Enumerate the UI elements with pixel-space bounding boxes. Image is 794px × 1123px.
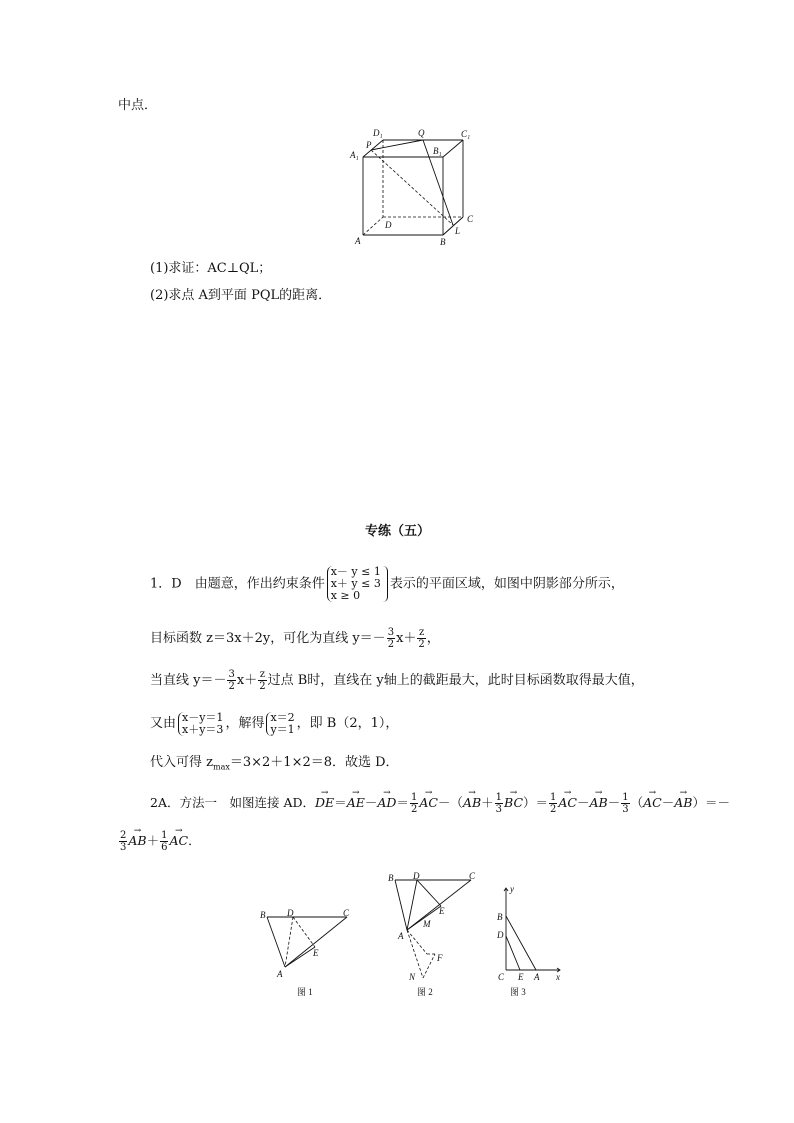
cube-label-A: A (355, 236, 361, 246)
fraction (160, 830, 168, 853)
equation-2: x＋y＝3 (182, 722, 224, 736)
fig3-label-B: B (497, 912, 503, 922)
vector-BC: → BC (504, 790, 523, 816)
fig1-label-B: B (260, 910, 266, 920)
frac-den: 2 (259, 681, 266, 692)
vector-DE: → DE (315, 790, 334, 816)
fig2-label-A: A (398, 931, 404, 941)
fig3-caption: 图 3 (510, 987, 526, 997)
cube-label-C: C (467, 214, 474, 224)
vector-AD: → AD (377, 790, 396, 816)
fig2-label-E: E (439, 906, 445, 916)
constraint-brace-right (383, 566, 388, 602)
frac-num: 1 (410, 792, 418, 803)
fig3-label-E: E (518, 972, 524, 982)
fig1-label-E: E (313, 948, 319, 958)
cube-label-B: B (440, 237, 446, 247)
vector-AB: → AB (674, 790, 692, 816)
vector-AB: → AB (590, 790, 608, 816)
cube-label-Q: Q (418, 128, 425, 138)
frac-num: 1 (550, 792, 557, 803)
cube-figure (345, 122, 480, 248)
section-title: 专练（五） (365, 524, 431, 539)
fig1-label-D: D (287, 908, 294, 918)
fraction (387, 627, 395, 650)
p5-text-a: 代入可得 z (150, 755, 213, 770)
p3-text-b: x＋ (236, 673, 258, 688)
p3-line (150, 668, 644, 694)
frac-den: 3 (495, 804, 503, 815)
fraction (258, 669, 266, 692)
p1-tail: 表示的平面区域，如图中阴影部分所示， (389, 576, 624, 592)
constraint-2: x＋ y ≤ 3 (330, 577, 381, 590)
p3-text-c: 过点 B时，直线在 y轴上的截距最大，此时目标函数取得最大值， (267, 673, 644, 688)
cube-label-C1: C₁ (461, 129, 471, 139)
frac-den: 6 (161, 842, 168, 853)
p1-line (150, 566, 624, 602)
frac-num: z (259, 669, 266, 680)
frac-num: 3 (228, 669, 235, 680)
p4-text-b: ，解得 (225, 716, 265, 731)
p6-line2: $\frac{2}{3}$ → AB＋ $\frac{1}{6}$ → AC． (118, 828, 201, 854)
equation-1: x－y＝1 (182, 710, 224, 724)
fraction (119, 830, 127, 853)
fig3-label-C: C (498, 972, 505, 982)
frac-den: 2 (550, 804, 557, 815)
p2-text-b: x＋ (396, 631, 417, 646)
cube-label-L: L (455, 226, 461, 236)
fig3-label-y: y (510, 884, 514, 894)
fig1-label-A: A (277, 969, 283, 979)
p4-line (150, 710, 398, 738)
figure-1 (255, 905, 360, 1000)
p2-text-c: ， (426, 631, 440, 646)
cube-label-A1: A₁ (350, 150, 359, 160)
frac-den: 2 (418, 639, 425, 650)
fig3-label-A: A (534, 972, 540, 982)
p5-text-b: ＝3×2＋1×2＝8．故选 D． (229, 755, 399, 770)
fig1-caption: 图 1 (297, 987, 313, 997)
vector-AC: → AC (419, 790, 438, 816)
frac-num: 2 (120, 830, 127, 841)
fraction (227, 669, 235, 692)
figure-2 (383, 868, 483, 1000)
fig3-label-D: D (497, 930, 504, 940)
frac-num: z (418, 627, 425, 638)
frac-num: 3 (387, 627, 395, 638)
figure-3 (490, 880, 570, 1000)
fraction (549, 792, 557, 815)
frac-den: 2 (228, 681, 235, 692)
fraction (495, 792, 503, 815)
frac-num: 1 (161, 830, 168, 841)
fig2-label-D: D (413, 871, 420, 881)
p5-line (150, 755, 399, 776)
cube-label-D1: D₁ (373, 128, 383, 138)
fig3-label-x: x (556, 972, 560, 982)
constraint-3: x ≥ 0 (330, 589, 361, 602)
p5-subscript: max (212, 762, 230, 772)
vector-AC: → AC (558, 790, 577, 816)
fig2-label-F: F (437, 953, 443, 963)
vector-AB: → AB (463, 790, 481, 816)
p6-line1: 2A．方法一 如图连接 AD．→ DE＝→ AE－→ AD＝ $\frac{1}{2}$ → AC－（→ AB＋ $\frac{1}{3}$ → BC）＝ $\frac{1}{2}$ → AC－→ AB－ $\frac{1}{3}$ （→ AC－→ AB）＝－ (150, 790, 730, 816)
question-1: (1)求证：AC⊥QL； (150, 261, 272, 276)
cube-label-D: D (385, 220, 392, 230)
solution-brace (266, 712, 294, 736)
p1-lead: 1．D 由题意，作出约束条件 (150, 576, 325, 592)
constraint-1: x－ y ≤ 1 (330, 565, 381, 578)
system-brace (178, 712, 223, 736)
cube-label-P: P (366, 140, 372, 150)
frac-num: 1 (622, 792, 629, 803)
frac-den: 2 (410, 804, 418, 815)
p4-text-a: 又由 (150, 716, 177, 731)
fig2-label-B: B (388, 873, 394, 883)
fraction (410, 792, 418, 815)
fraction (621, 792, 629, 815)
frac-den: 3 (120, 842, 127, 853)
fig2-caption: 图 2 (417, 987, 433, 997)
fig2-label-N: N (409, 972, 416, 982)
constraint-brace (327, 566, 381, 602)
vector-AB: → AB (128, 828, 146, 854)
frac-num: 1 (495, 792, 503, 803)
solution-1: x＝2 (270, 710, 295, 724)
p2-text-a: 目标函数 z＝3x＋2y，可化为直线 y＝－ (150, 631, 386, 646)
question-2: (2)求点 A到平面 PQL的距离． (150, 288, 332, 303)
frac-den: 2 (387, 639, 395, 650)
frac-den: 3 (622, 804, 629, 815)
fig1-label-C: C (343, 908, 350, 918)
fraction (417, 627, 425, 650)
fig2-label-C: C (469, 871, 476, 881)
vector-AE: → AE (347, 790, 365, 816)
vector-AC: → AC (169, 828, 188, 854)
p4-text-c: ，即 B（2，1）， (296, 716, 399, 731)
p2-line (150, 626, 440, 652)
solution-2: y＝1 (270, 722, 295, 736)
fragment-text: 中点． (118, 98, 158, 113)
vector-AC: → AC (643, 790, 662, 816)
p3-text-a: 当直线 y＝－ (150, 673, 227, 688)
cube-label-B1: B₁ (433, 146, 442, 156)
p6-lead: 2A．方法一 如图连接 AD． (150, 795, 316, 810)
fig2-label-M: M (423, 919, 431, 929)
